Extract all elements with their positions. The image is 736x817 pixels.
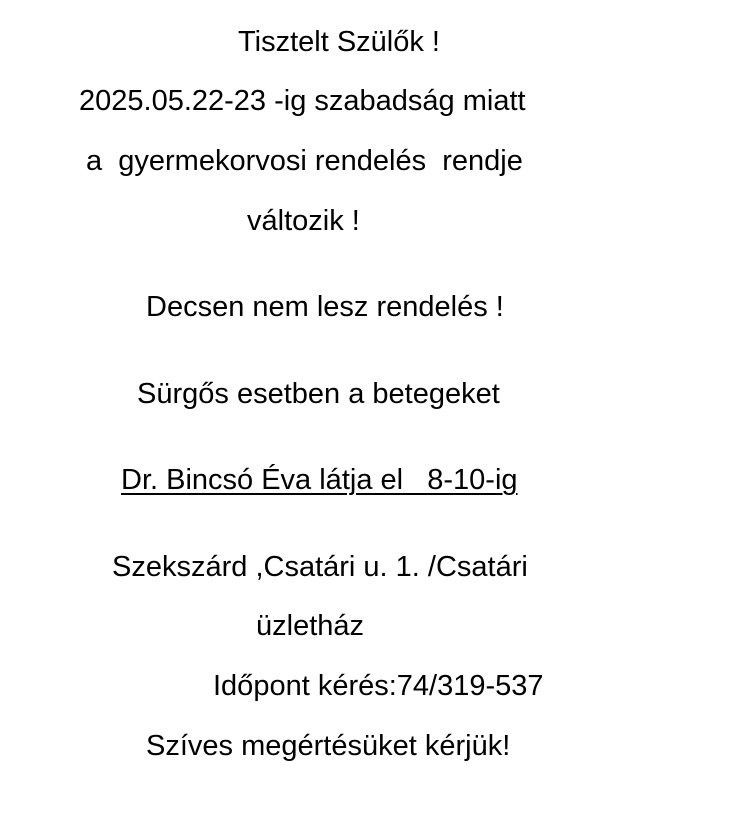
address-line-1: Szekszárd ,Csatári u. 1. /Csatári — [112, 551, 528, 583]
greeting: Tisztelt Szülők ! — [238, 26, 440, 58]
changes-line: változik ! — [247, 205, 360, 237]
dates-line: 2025.05.22-23 -ig szabadság miatt — [79, 85, 526, 117]
order-change-line: a gyermekorvosi rendelés rendje — [86, 145, 523, 177]
appointment-phone-line: Időpont kérés:74/319-537 — [213, 670, 544, 702]
no-office-hours-line: Decsen nem lesz rendelés ! — [146, 291, 504, 323]
urgent-cases-line: Sürgős esetben a betegeket — [137, 378, 500, 410]
substitute-doctor-line: Dr. Bincsó Éva látja el 8-10-ig — [121, 464, 518, 496]
address-line-2: üzletház — [256, 610, 365, 642]
closing-line: Szíves megértésüket kérjük! — [146, 730, 511, 762]
